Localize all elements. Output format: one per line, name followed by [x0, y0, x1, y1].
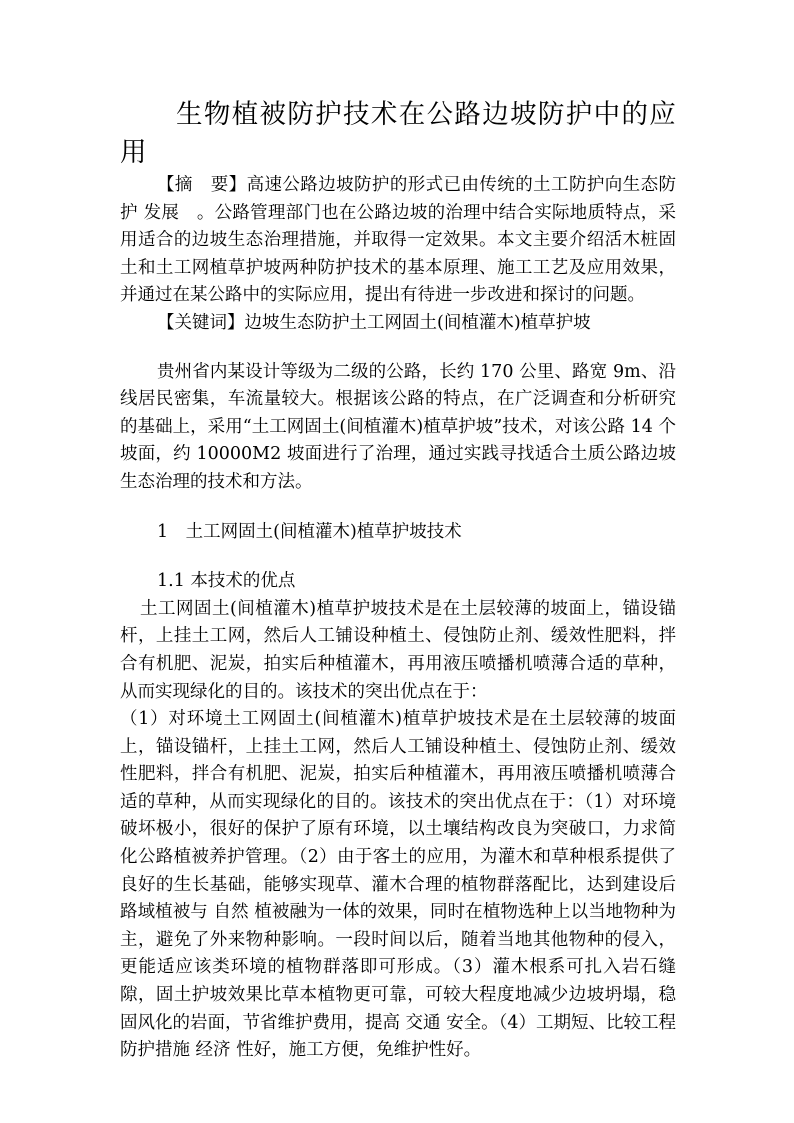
keywords-paragraph — [120, 310, 676, 338]
abstract-label: 【摘 要】 — [157, 175, 247, 195]
document-title: 生物植被防护技术在公路边坡防护中的应用 — [120, 99, 676, 168]
body-paragraph: 土工网固土(间植灌木)植草护坡技术是在土层较薄的坡面上，锚设锚杆，上挂土工网，然后人工铺设种植土、侵蚀防止剂、缓效性肥料，拌合有机肥、泥炭，拍实后种植灌木，再用液压喷播机喷薄合适的草种，从而实现绿化的目的。该技术的突出优点在于： — [120, 598, 676, 702]
abstract-paragraph — [120, 172, 676, 310]
abstract-text: 高速公路边坡防护的形式已由传统的土工防护向生态防护 发展 。公路管理部门也在公路边坡的治理中结合实际地质特点，采用适合的边坡生态治理措施，并取得一定效果。本文主要介绍活木桩固土和土工网植草护坡两种防护技术的基本原理、施工工艺及应用效果，并通过在某公路中的实际应用，提出有待进一步改进和探讨的问题。 — [120, 175, 677, 306]
spacer — [120, 497, 676, 519]
document-page — [120, 96, 676, 1065]
keywords-label: 【关键词】 — [157, 312, 245, 333]
intro-paragraph: 贵州省内某设计等级为二级的公路，长约 170 公里、路宽 9m、沿线居民密集，车流量较大。根据该公路的特点，在广泛调查和分析研究的基础上，采用“土工网固土(间植灌木)植草护坡”技术，对该公路 14 个坡面，约 10000M2 坡面进行了治理，通过实践寻找适合土质公路边坡生态治理的技术和方法。 — [120, 361, 676, 492]
body-paragraph: （1）对环境土工网固土(间植灌木)植草护坡技术是在土层较薄的坡面上，锚设锚杆，上挂土工网，然后人工铺设种植土、侵蚀防止剂、缓效性肥料，拌合有机肥、泥炭，拍实后种植灌木，再用液压喷播机喷薄合适的草种，从而实现绿化的目的。该技术的突出优点在于：（1）对环境破坏极小，很好的保护了原有环境，以土壤结构改良为突破口，力求简化公路植被养护管理。（2）由于客土的应用，为灌木和草种根系提供了良好的生长基础，能够实现草、灌木合理的植物群落配比，达到建设后路域植被与 自然 植被融为一体的效果，同时在植物选种上以当地物种为主，避免了外来物种影响。一段时间以后，随着当地其他物种的侵入，更能适应该类环境的植物群落即可形成。（3）灌木根系可扎入岩石缝隙，固土护坡效果比草本植物更可靠，可较大程度地减少边坡坍塌，稳固风化的岩面，节省维护费用，提高 交通 安全。（4）工期短、比较工程防护措施 经济 性好，施工方便，免维护性好。 — [120, 709, 677, 1061]
keywords-text: 边坡生态防护土工网固土(间植灌木)植草护坡 — [244, 312, 591, 333]
spacer — [120, 546, 676, 568]
spacer — [120, 338, 676, 359]
section-1-1-heading: 1.1 本技术的优点 — [157, 571, 296, 592]
section-1-heading: 1 土工网固土(间植灌木)植草护坡技术 — [157, 521, 462, 542]
